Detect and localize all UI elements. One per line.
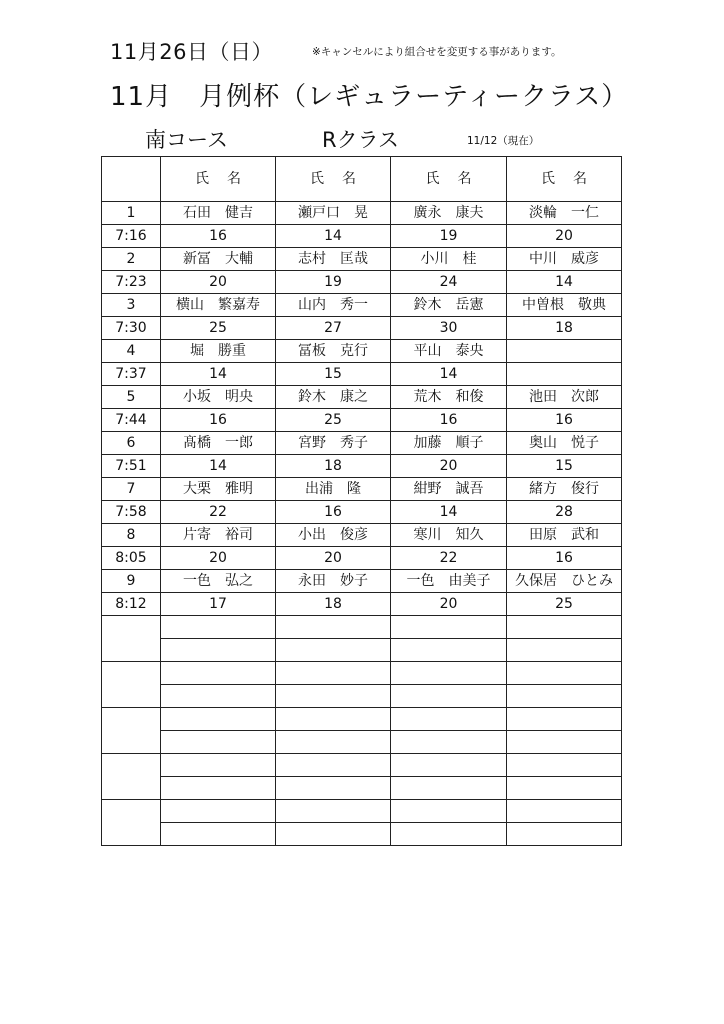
empty-cell [507, 616, 622, 639]
empty-group-number [102, 754, 161, 800]
column-header-name: 氏名 [276, 157, 391, 202]
group-name-row [102, 248, 622, 271]
player-name: 出浦 隆 [276, 478, 391, 501]
player-name: 小坂 明央 [161, 386, 276, 409]
group-handicap-row [102, 271, 622, 294]
player-name: 鈴木 康之 [276, 386, 391, 409]
player-handicap: 30 [391, 317, 507, 340]
empty-cell [507, 777, 622, 800]
empty-cell [391, 662, 507, 685]
player-name: 一色 弘之 [161, 570, 276, 593]
empty-group-row [102, 708, 622, 731]
empty-cell [161, 616, 276, 639]
player-handicap: 28 [507, 501, 622, 524]
player-name [507, 340, 622, 363]
player-name: 新冨 大輔 [161, 248, 276, 271]
tee-time: 7:44 [102, 409, 161, 432]
empty-group-row [102, 777, 622, 800]
group-name-row [102, 294, 622, 317]
player-handicap: 25 [161, 317, 276, 340]
empty-cell [276, 616, 391, 639]
group-handicap-row [102, 593, 622, 616]
column-header-name: 氏名 [391, 157, 507, 202]
empty-cell [391, 731, 507, 754]
group-number: 2 [102, 248, 161, 271]
empty-group-row [102, 639, 622, 662]
player-name: 一色 由美子 [391, 570, 507, 593]
player-name: 冨板 克行 [276, 340, 391, 363]
empty-cell [507, 685, 622, 708]
player-handicap: 14 [161, 455, 276, 478]
player-handicap: 16 [507, 409, 622, 432]
player-name: 小出 俊彦 [276, 524, 391, 547]
player-name: 大栗 雅明 [161, 478, 276, 501]
empty-cell [507, 823, 622, 846]
player-name: 髙橋 一郎 [161, 432, 276, 455]
player-name: 鈴木 岳憲 [391, 294, 507, 317]
empty-group-number [102, 662, 161, 708]
empty-cell [161, 754, 276, 777]
group-name-row [102, 570, 622, 593]
player-name: 横山 繁嘉寿 [161, 294, 276, 317]
table-header-row [102, 157, 622, 202]
empty-group-row [102, 823, 622, 846]
empty-cell [276, 823, 391, 846]
player-handicap: 19 [391, 225, 507, 248]
tee-time: 7:51 [102, 455, 161, 478]
player-handicap: 18 [507, 317, 622, 340]
empty-group-row [102, 685, 622, 708]
empty-group-row [102, 754, 622, 777]
empty-cell [391, 823, 507, 846]
player-handicap: 15 [507, 455, 622, 478]
player-name: 平山 泰央 [391, 340, 507, 363]
player-handicap: 20 [391, 593, 507, 616]
player-handicap: 22 [161, 501, 276, 524]
player-name: 石田 健吉 [161, 202, 276, 225]
event-date: 11月26日（日） [110, 40, 273, 64]
group-number: 1 [102, 202, 161, 225]
player-handicap: 20 [161, 271, 276, 294]
empty-cell [276, 639, 391, 662]
player-name: 志村 匡哉 [276, 248, 391, 271]
empty-cell [276, 777, 391, 800]
group-name-row [102, 386, 622, 409]
header-blank-cell [102, 157, 161, 202]
player-name: 池田 次郎 [507, 386, 622, 409]
player-handicap: 15 [276, 363, 391, 386]
group-handicap-row [102, 501, 622, 524]
column-header-name: 氏名 [507, 157, 622, 202]
empty-cell [391, 754, 507, 777]
group-handicap-row [102, 455, 622, 478]
empty-cell [276, 662, 391, 685]
tee-time: 7:58 [102, 501, 161, 524]
empty-group-row [102, 800, 622, 823]
player-name: 堀 勝重 [161, 340, 276, 363]
player-name: 瀬戸口 晃 [276, 202, 391, 225]
group-name-row [102, 340, 622, 363]
player-name: 淡輪 一仁 [507, 202, 622, 225]
class-label: Rクラス [322, 128, 399, 152]
player-handicap: 16 [507, 547, 622, 570]
empty-cell [391, 777, 507, 800]
empty-cell [507, 639, 622, 662]
group-name-row [102, 524, 622, 547]
player-name: 小川 桂 [391, 248, 507, 271]
empty-cell [391, 708, 507, 731]
player-handicap: 27 [276, 317, 391, 340]
player-handicap: 17 [161, 593, 276, 616]
player-name: 山内 秀一 [276, 294, 391, 317]
player-handicap: 14 [507, 271, 622, 294]
player-name: 加藤 順子 [391, 432, 507, 455]
as-of-date: 11/12（現在） [467, 135, 540, 147]
group-handicap-row [102, 225, 622, 248]
empty-cell [507, 754, 622, 777]
empty-cell [507, 800, 622, 823]
player-name: 宮野 秀子 [276, 432, 391, 455]
player-name: 紺野 誠吾 [391, 478, 507, 501]
player-handicap: 14 [391, 363, 507, 386]
group-name-row [102, 432, 622, 455]
player-handicap: 16 [391, 409, 507, 432]
empty-cell [507, 731, 622, 754]
empty-cell [276, 685, 391, 708]
empty-cell [161, 708, 276, 731]
empty-group-number [102, 800, 161, 846]
player-handicap: 24 [391, 271, 507, 294]
empty-cell [161, 800, 276, 823]
course-name: 南コース [145, 128, 228, 152]
player-name: 永田 妙子 [276, 570, 391, 593]
empty-cell [276, 754, 391, 777]
player-handicap: 18 [276, 455, 391, 478]
player-handicap: 19 [276, 271, 391, 294]
group-number: 5 [102, 386, 161, 409]
empty-cell [507, 662, 622, 685]
group-handicap-row [102, 409, 622, 432]
empty-cell [391, 685, 507, 708]
player-handicap: 22 [391, 547, 507, 570]
player-name: 片寄 裕司 [161, 524, 276, 547]
player-handicap: 18 [276, 593, 391, 616]
group-handicap-row [102, 317, 622, 340]
tee-time: 7:37 [102, 363, 161, 386]
tee-time: 7:30 [102, 317, 161, 340]
player-handicap: 20 [161, 547, 276, 570]
empty-cell [276, 708, 391, 731]
group-number: 7 [102, 478, 161, 501]
empty-cell [161, 639, 276, 662]
player-handicap: 16 [276, 501, 391, 524]
pairing-table [101, 156, 622, 846]
player-handicap: 14 [276, 225, 391, 248]
group-handicap-row [102, 547, 622, 570]
empty-group-row [102, 616, 622, 639]
group-number: 8 [102, 524, 161, 547]
tee-time: 7:16 [102, 225, 161, 248]
player-name: 荒木 和俊 [391, 386, 507, 409]
player-name: 中曽根 敬典 [507, 294, 622, 317]
player-handicap: 20 [507, 225, 622, 248]
player-handicap: 14 [391, 501, 507, 524]
column-header-name: 氏名 [161, 157, 276, 202]
player-name: 廣永 康夫 [391, 202, 507, 225]
group-handicap-row [102, 363, 622, 386]
tee-time: 8:05 [102, 547, 161, 570]
empty-cell [276, 731, 391, 754]
empty-cell [391, 639, 507, 662]
tee-time: 8:12 [102, 593, 161, 616]
empty-cell [161, 777, 276, 800]
player-handicap: 14 [161, 363, 276, 386]
group-number: 6 [102, 432, 161, 455]
group-name-row [102, 478, 622, 501]
group-name-row [102, 202, 622, 225]
player-name: 緒方 俊行 [507, 478, 622, 501]
player-name: 久保居 ひとみ [507, 570, 622, 593]
group-number: 9 [102, 570, 161, 593]
player-name: 寒川 知久 [391, 524, 507, 547]
player-handicap: 20 [276, 547, 391, 570]
player-name: 奥山 悦子 [507, 432, 622, 455]
page-title: 11月 月例杯（レギュラーティークラス） [110, 82, 629, 112]
empty-cell [391, 616, 507, 639]
player-name: 中川 威彦 [507, 248, 622, 271]
player-handicap: 20 [391, 455, 507, 478]
empty-group-row [102, 662, 622, 685]
empty-cell [276, 800, 391, 823]
empty-group-row [102, 731, 622, 754]
cancellation-note: ※キャンセルにより組合せを変更する事があります。 [312, 46, 562, 58]
player-handicap: 16 [161, 225, 276, 248]
player-handicap: 25 [507, 593, 622, 616]
player-handicap: 16 [161, 409, 276, 432]
group-number: 4 [102, 340, 161, 363]
tee-time: 7:23 [102, 271, 161, 294]
player-handicap [507, 363, 622, 386]
group-number: 3 [102, 294, 161, 317]
empty-cell [161, 685, 276, 708]
empty-group-number [102, 708, 161, 754]
player-handicap: 25 [276, 409, 391, 432]
empty-cell [161, 731, 276, 754]
empty-group-number [102, 616, 161, 662]
empty-cell [161, 662, 276, 685]
player-name: 田原 武和 [507, 524, 622, 547]
empty-cell [507, 708, 622, 731]
empty-cell [391, 800, 507, 823]
empty-cell [161, 823, 276, 846]
